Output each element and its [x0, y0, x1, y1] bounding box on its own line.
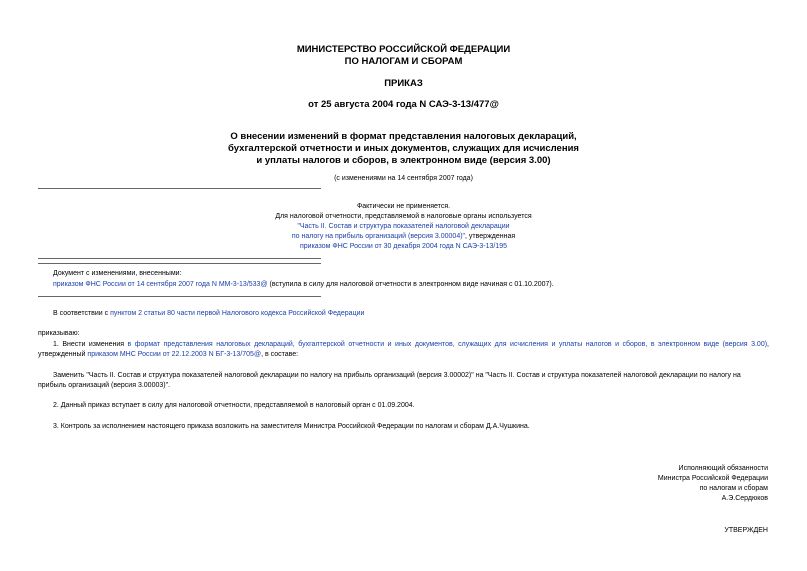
- item-1-suffix: , в составе:: [261, 351, 299, 358]
- divider: [38, 188, 321, 189]
- changes-link[interactable]: приказом ФНС России от 14 сентября 2007 года N ММ-3-13/533@: [53, 281, 268, 288]
- changes-line: [53, 280, 554, 290]
- notice-link-line-1[interactable]: [0, 222, 807, 232]
- item-3: 3. Контроль за исполнением настоящего приказа возложить на заместителя Министра Российской Федерации по налогам и сборам Д.А.Чушкина.: [53, 423, 530, 430]
- divider: [38, 296, 321, 297]
- changes-after-link: (вступила в силу для налоговой отчетности в электронном виде начиная с 01.10.2007).: [267, 281, 554, 288]
- notice-link-line-2: [0, 232, 807, 242]
- order-word: приказываю:: [38, 330, 80, 337]
- document-title-line-1: О внесении изменений в формат представления налоговых деклараций,: [230, 131, 577, 142]
- item-1-link-2[interactable]: приказом МНС России от 22.12.2003 N БГ-3-13/705@: [87, 351, 262, 358]
- notice-link-2[interactable]: приказом ФНС России от 30 декабря 2004 года N САЭ-3-13/195: [299, 243, 508, 250]
- notice-line-1: Фактически не применяется.: [356, 203, 451, 210]
- signature-line-2: Министра Российской Федерации: [657, 475, 768, 482]
- amended-note: (с изменениями на 14 сентября 2007 года): [334, 175, 473, 182]
- approved-label: УТВЕРЖДЕН: [724, 527, 768, 534]
- divider: [38, 263, 321, 264]
- changes-intro: Документ с изменениями, внесенными:: [53, 270, 182, 277]
- item-1-link[interactable]: в формат представления налоговых деклараций, бухгалтерской отчетности и иных документов, служащих для исчисления и уплаты налогов и сборов, в электронном виде (версия 3.00): [127, 341, 768, 348]
- divider: [38, 258, 321, 259]
- item-1: [38, 340, 769, 360]
- basis-prefix: В соответствии с: [53, 310, 111, 317]
- signature-line-1: Исполняющий обязанности: [678, 465, 768, 472]
- item-1-mid: , утвержденный: [38, 341, 769, 358]
- ministry-line-1: МИНИСТЕРСТВО РОССИЙСКОЙ ФЕДЕРАЦИИ: [296, 44, 511, 55]
- item-2: 2. Данный приказ вступает в силу для налоговой отчетности, представляемой в налоговый орган с 01.09.2004.: [53, 402, 415, 409]
- signature-line-3: по налогам и сборам: [699, 485, 768, 492]
- notice-after-link: , утвержденная: [465, 233, 516, 240]
- document-title-line-3: и уплаты налогов и сборов, в электронном виде (версия 3.00): [256, 155, 551, 166]
- notice-link-1[interactable]: "Часть II. Состав и структура показателей налоговой декларации: [297, 223, 510, 230]
- document-date: от 25 августа 2004 года N САЭ-3-13/477@: [308, 99, 499, 110]
- replace-line-1: Заменить "Часть II. Состав и структура показателей налоговой декларации по налогу на прибыль организаций (версия 3.00002)" на "Часть II. Состав и структура показателей налоговой декларации по налогу на: [53, 372, 741, 379]
- replace-line-2: прибыль организаций (версия 3.00003)".: [38, 382, 171, 389]
- notice-line-2: Для налоговой отчетности, представляемой в налоговые органы используется: [275, 213, 532, 220]
- basis-link[interactable]: пунктом 2 статьи 80 части первой Налогового кодекса Российской Федерации: [110, 310, 365, 317]
- notice-link-line-3[interactable]: [0, 242, 807, 252]
- document-title-line-2: бухгалтерской отчетности и иных документов, служащих для исчисления: [228, 143, 579, 154]
- basis-paragraph: [53, 309, 364, 319]
- ministry-line-2: ПО НАЛОГАМ И СБОРАМ: [344, 56, 463, 67]
- signature-line-4: А.Э.Сердюков: [721, 495, 768, 502]
- document-type: ПРИКАЗ: [384, 78, 423, 89]
- notice-link-1b[interactable]: по налогу на прибыль организаций (версия 3.00004)": [291, 233, 466, 240]
- item-1-prefix: 1. Внести изменения: [53, 341, 128, 348]
